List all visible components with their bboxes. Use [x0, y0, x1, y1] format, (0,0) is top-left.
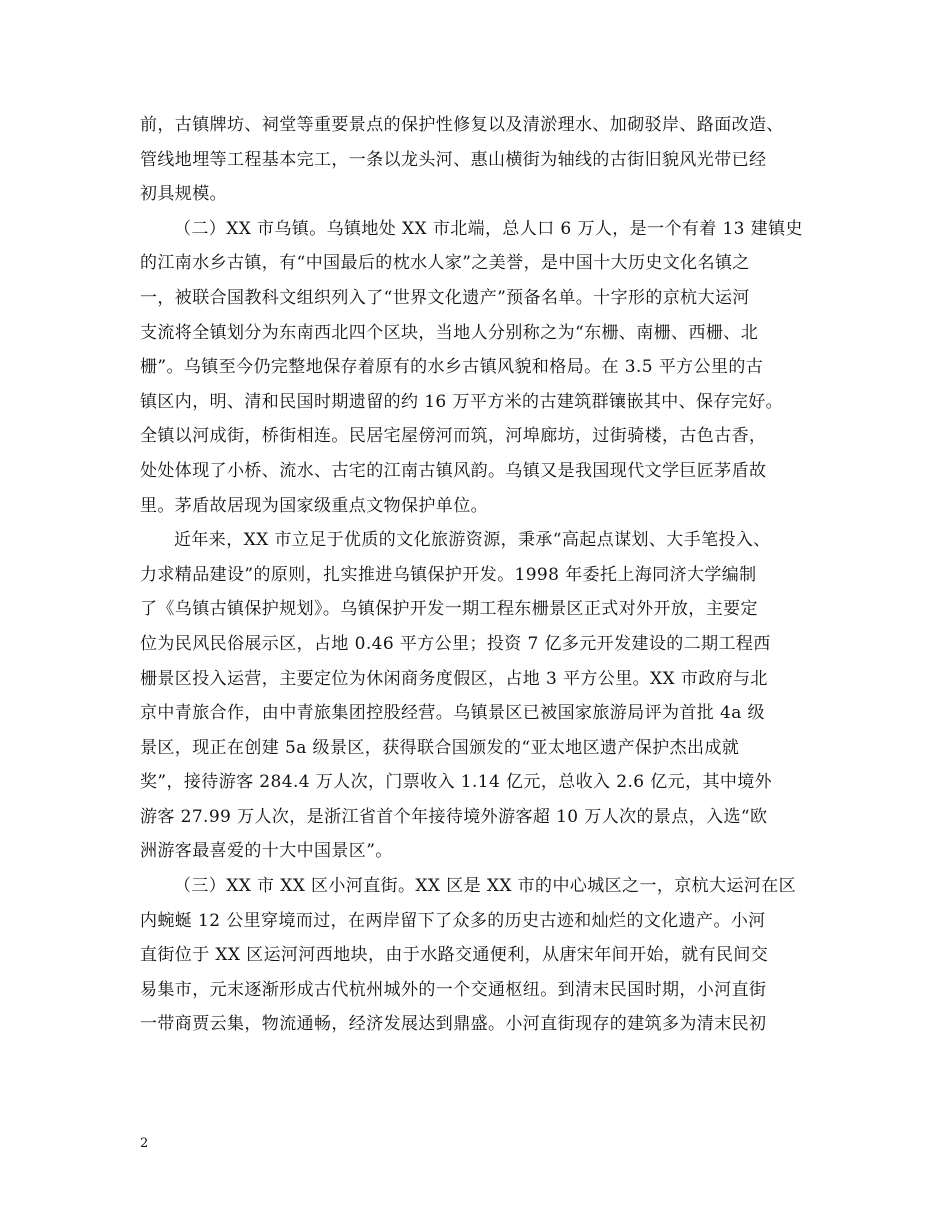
paragraph-3	[140, 523, 830, 869]
text-line: 前，古镇牌坊、祠堂等重要景点的保护性修复以及清淤理水、加砌驳岸、路面改造、	[140, 115, 784, 135]
text-line: 力求精品建设”的原则，扎实推进乌镇保护开发。1998 年委托上海同济大学编制	[140, 564, 757, 585]
text-line: 洲游客最喜爱的十大中国景区”。	[140, 841, 393, 862]
text-line: 全镇以河成街，桥街相连。民居宅屋傍河而筑，河埠廊坊，过街骑楼，古色古香，	[140, 426, 767, 447]
text-line: 了《乌镇古镇保护规划》。乌镇保护开发一期工程东栅景区正式对外开放，主要定	[140, 599, 758, 620]
text-line: 奖”，接待游客 284.4 万人次，门票收入 1.14 亿元，总收入 2.6 亿元，其中境外	[140, 772, 773, 793]
text-line: 栅景区投入运营，主要定位为休闲商务度假区，占地 3 平方公里。XX 市政府与北	[140, 668, 768, 689]
text-line: 的江南水乡古镇，有“中国最后的枕水人家”之美誉，是中国十大历史文化名镇之	[140, 253, 750, 274]
paragraph-4	[140, 869, 830, 1042]
page-number: 2	[140, 1136, 149, 1151]
text-line: 初具规模。	[140, 184, 227, 205]
text-line: 景区，现正在创建 5a 级景区，获得联合国颁发的“亚太地区遗产保护杰出成就	[140, 737, 740, 758]
text-line: 管线地埋等工程基本完工，一条以龙头河、惠山横街为轴线的古街旧貌风光带已经	[140, 149, 767, 170]
text-line: 一，被联合国教科文组织列入了“世界文化遗产”预备名单。十字形的京杭大运河	[140, 287, 750, 308]
text-line: 京中青旅合作，由中青旅集团控股经营。乌镇景区已被国家旅游局评为首批 4a 级	[140, 703, 765, 724]
paragraph-1	[140, 108, 830, 212]
text-line: 里。茅盾故居现为国家级重点文物保护单位。	[140, 495, 488, 516]
text-line: 易集市，元末逐渐形成古代杭州城外的一个交通枢纽。到清末民国时期，小河直街	[140, 979, 767, 1000]
text-line: 处处体现了小桥、流水、古宅的江南古镇风韵。乌镇又是我国现代文学巨匠茅盾故	[140, 460, 767, 481]
text-line: 位为民风民俗展示区，占地 0.46 平方公里；投资 7 亿多元开发建设的二期工程西	[140, 633, 771, 654]
text-line: 游客 27.99 万人次，是浙江省首个年接待境外游客超 10 万人次的景点，入选“欧	[140, 806, 768, 827]
text-line: 镇区内，明、清和民国时期遗留的约 16 万平方米的古建筑群镶嵌其中、保存完好。	[140, 391, 784, 412]
text-line: （三）XX 市 XX 区小河直街。XX 区是 XX 市的中心城区之一，京杭大运河在区	[174, 876, 797, 897]
text-line: 内蜿蜒 12 公里穿境而过，在两岸留下了众多的历史古迹和灿烂的文化遗产。小河	[140, 910, 766, 931]
text-line: 栅”。乌镇至今仍完整地保存着原有的水乡古镇风貌和格局。在 3.5 平方公里的古	[140, 357, 764, 378]
paragraph-2	[140, 212, 830, 523]
text-line: 直街位于 XX 区运河河西地块，由于水路交通便利，从唐宋年间开始，就有民间交	[140, 945, 769, 966]
text-line: 一带商贾云集，物流通畅，经济发展达到鼎盛。小河直街现存的建筑多为清末民初	[140, 1014, 767, 1035]
text-line: 近年来，XX 市立足于优质的文化旅游资源，秉承“高起点谋划、大手笔投入、	[174, 530, 771, 551]
text-line: 支流将全镇划分为东南西北四个区块，当地人分别称之为“东栅、南栅、西栅、北	[140, 322, 759, 343]
document-body	[140, 108, 830, 1042]
text-line: （二）XX 市乌镇。乌镇地处 XX 市北端，总人口 6 万人，是一个有着 13 建镇史	[174, 218, 803, 239]
